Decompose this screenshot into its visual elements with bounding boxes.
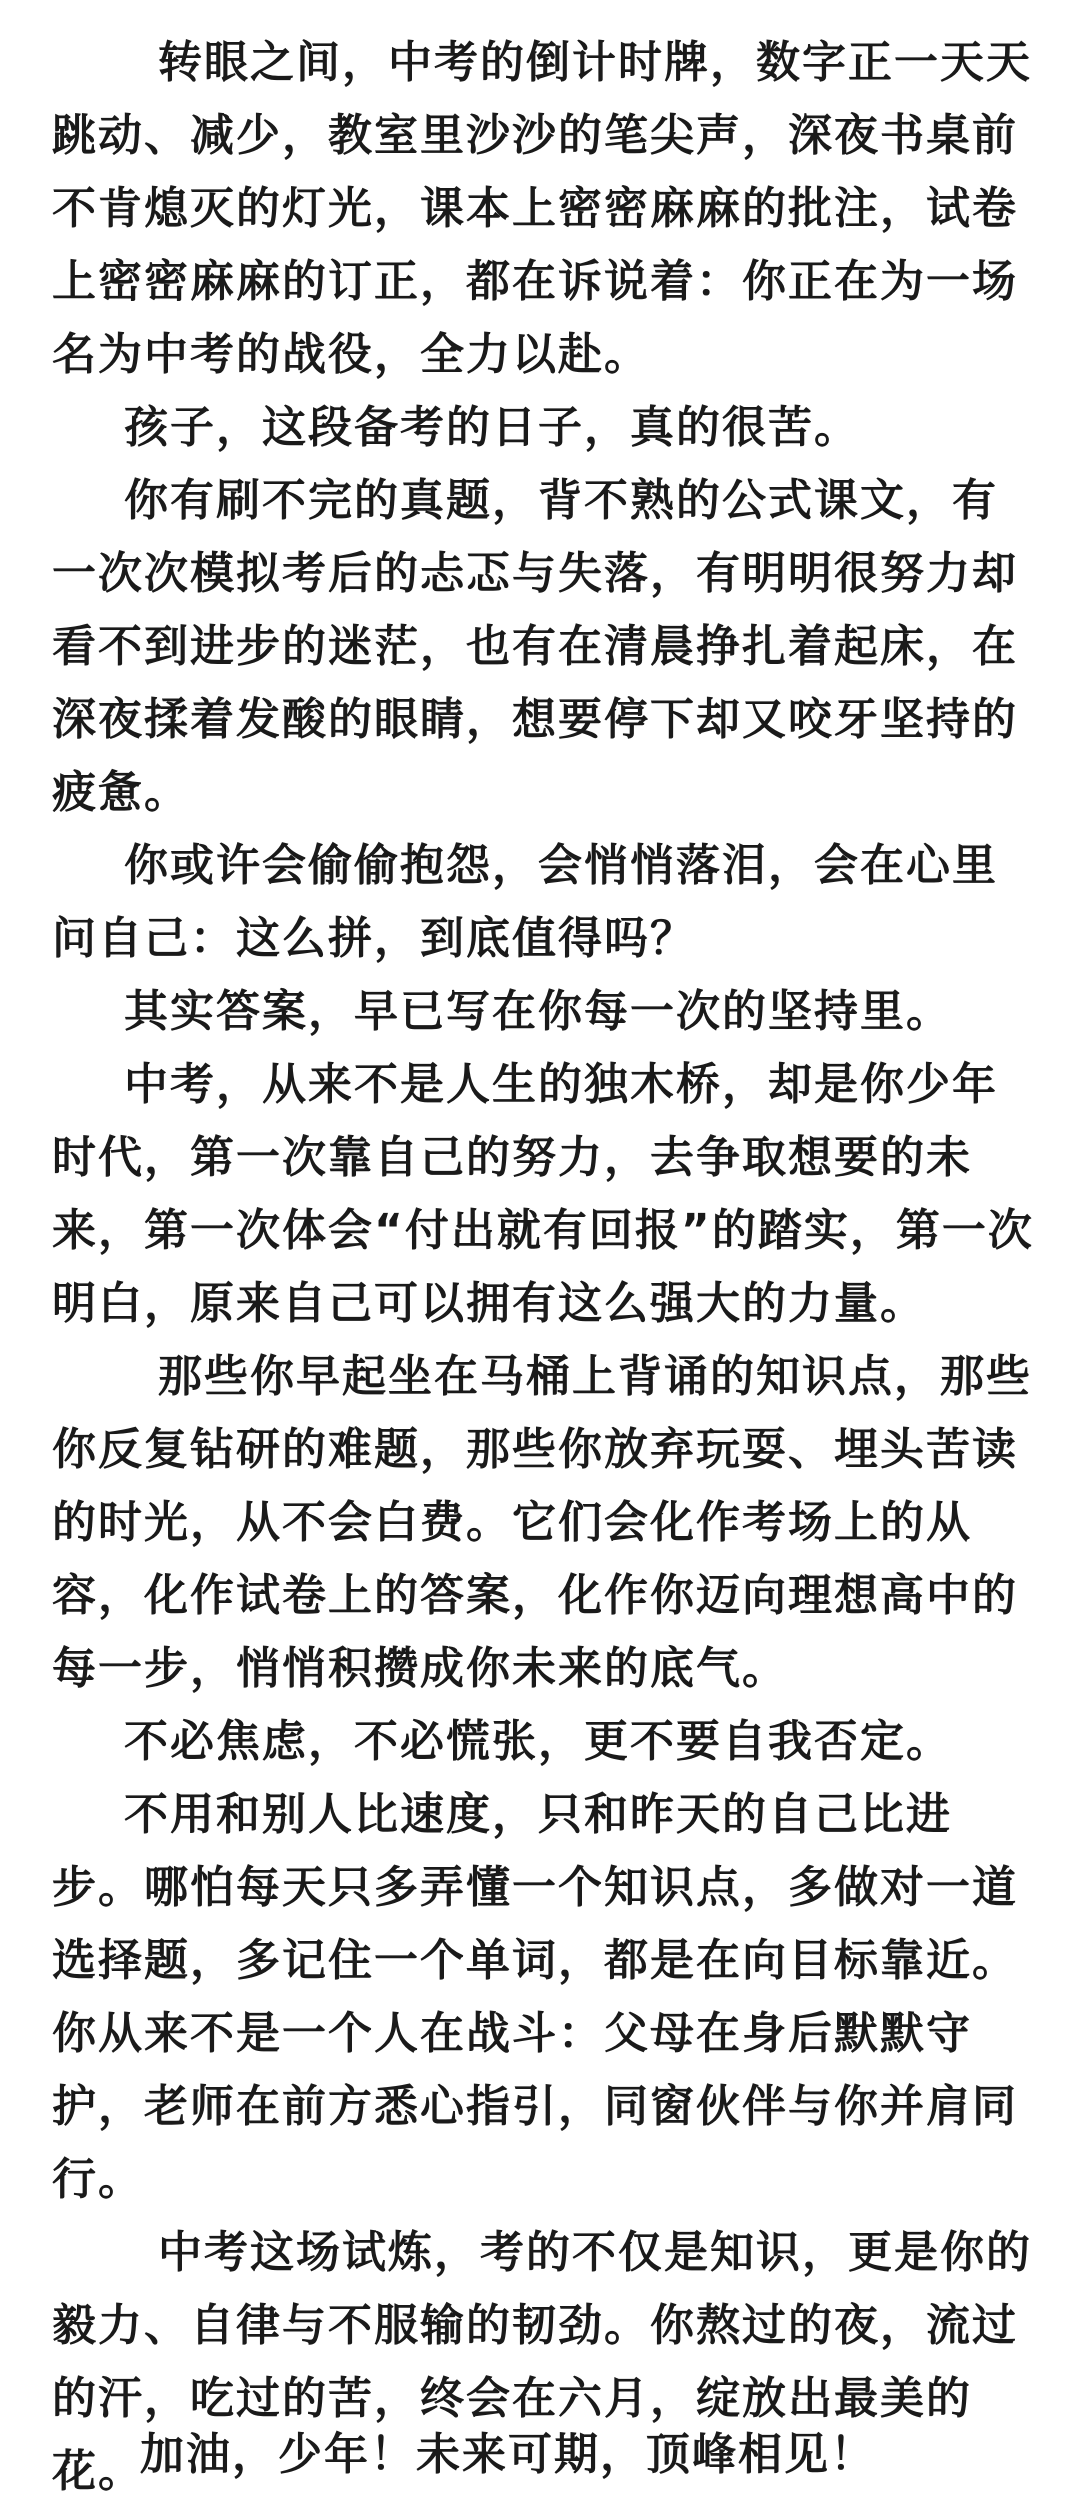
paragraph-countdown: 转眼之间，中考的倒计时牌，数字正一天天跳动、减少，教室里沙沙的笔尖声，深夜书桌前不肯熄灭的灯光，课本上密密麻麻的批注，试卷上密密麻麻的订正，都在诉说着：你正在为一场名为中考的战役，全力以赴。 — [52, 37, 1032, 380]
paragraph-not-single-bridge: 中考，从来不是人生的独木桥，却是你少年时代，第一次靠自己的努力，去争取想要的未来，第一次体会“付出就有回报”的踏实，第一次明白，原来自己可以拥有这么强大的力量。 — [52, 1059, 1034, 1329]
paragraph-trial: 中考这场试炼，考的不仅是知识，更是你的毅力、自律与不服输的韧劲。你熬过的夜，流过的汗，吃过的苦，终会在六月，绽放出最美的花。 — [52, 2227, 1032, 2497]
paragraph-no-anxiety: 不必焦虑，不必慌张，更不要自我否定。 — [124, 1716, 952, 1767]
paragraph-compare-yesterday: 不用和别人比速度，只和昨天的自己比进步。哪怕每天只多弄懂一个知识点，多做对一道选择题，多记住一个单词，都是在向目标靠近。 — [52, 1789, 1018, 1986]
paragraph-cheer: 加油，少年！未来可期，顶峰相见！ — [140, 2429, 876, 2480]
paragraph-hard-days: 孩子，这段备考的日子，真的很苦。 — [124, 402, 860, 453]
paragraph-not-alone: 你从来不是一个人在战斗：父母在身后默默守护，老师在前方悉心指引，同窗伙伴与你并肩同行。 — [52, 2008, 1018, 2205]
paragraph-doubt: 你或许会偷偷抱怨，会悄悄落泪，会在心里问自己：这么拼，到底值得吗？ — [52, 840, 998, 964]
paragraph-struggles: 你有刷不完的真题，背不熟的公式课文，有一次次模拟考后的忐忑与失落，有明明很努力却看不到进步的迷茫，也有在清晨挣扎着起床，在深夜揉着发酸的眼睛，想要停下却又咬牙坚持的疲惫。 — [52, 475, 1018, 818]
paragraph-answer: 其实答案，早已写在你每一次的坚持里。 — [124, 986, 952, 1037]
paragraph-effort-not-wasted: 那些你早起坐在马桶上背诵的知识点，那些你反复钻研的难题，那些你放弃玩耍、埋头苦读的时光，从不会白费。它们会化作考场上的从容，化作试卷上的答案，化作你迈向理想高中的每一步，悄悄积攒成你未来的底气。 — [52, 1351, 1032, 1694]
